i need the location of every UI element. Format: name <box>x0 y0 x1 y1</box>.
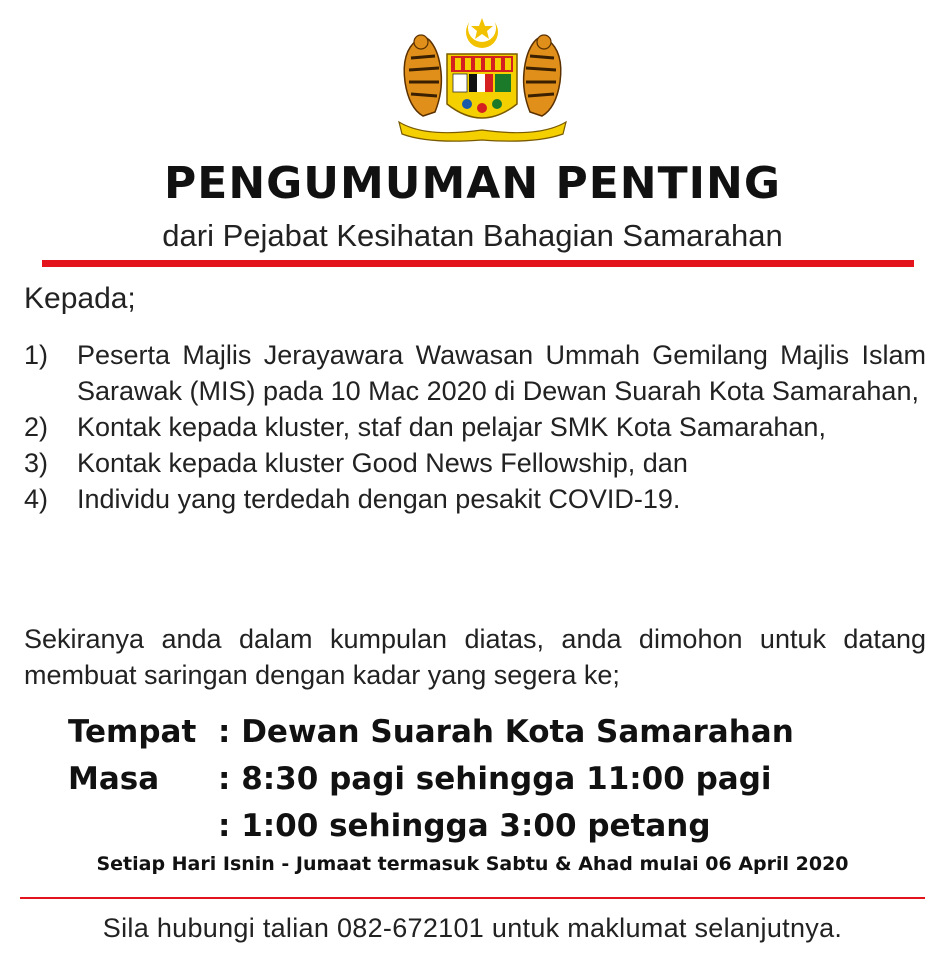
place-label: Tempat <box>68 714 197 750</box>
time-value-morning: : 8:30 pagi sehingga 11:00 pagi <box>218 761 772 797</box>
list-item-number: 2) <box>24 412 49 442</box>
list-item <box>24 481 926 517</box>
list-item <box>24 445 926 481</box>
list-item-text: Kontak kepada kluster Good News Fellowship, dan <box>77 448 688 478</box>
instruction-paragraph: Sekiranya anda dalam kumpulan diatas, anda dimohon untuk datang membuat saringan dengan kadar yang segera ke; <box>24 624 926 690</box>
list-item-number: 3) <box>24 448 49 478</box>
place-value: : Dewan Suarah Kota Samarahan <box>218 714 794 750</box>
recipients-heading: Kepada; <box>24 282 136 315</box>
list-item-text: Individu yang terdedah dengan pesakit COVID-19. <box>77 484 681 514</box>
list-item-number: 4) <box>24 484 49 514</box>
recipients-list <box>24 337 926 517</box>
schedule-note: Setiap Hari Isnin - Jumaat termasuk Sabtu & Ahad mulai 06 April 2020 <box>96 853 849 875</box>
list-item-number: 1) <box>24 340 49 370</box>
list-item <box>24 409 926 445</box>
list-item <box>24 337 926 409</box>
time-value-afternoon: : 1:00 sehingga 3:00 petang <box>218 808 711 844</box>
list-item-text: Peserta Majlis Jerayawara Wawasan Ummah Gemilang Majlis Islam Sarawak (MIS) pada 10 Mac 2020 di Dewan Suarah Kota Samarahan, <box>77 340 926 406</box>
thin-divider <box>20 897 925 899</box>
list-item-text: Kontak kepada kluster, staf dan pelajar SMK Kota Samarahan, <box>77 412 826 442</box>
coat-of-arms-crest <box>395 12 570 142</box>
time-label: Masa <box>68 761 160 797</box>
page-title: PENGUMUMAN PENTING <box>164 158 781 209</box>
red-divider <box>42 260 914 267</box>
page-subtitle: dari Pejabat Kesihatan Bahagian Samarahan <box>162 218 783 253</box>
contact-line: Sila hubungi talian 082-672101 untuk maklumat selanjutnya. <box>102 913 843 943</box>
